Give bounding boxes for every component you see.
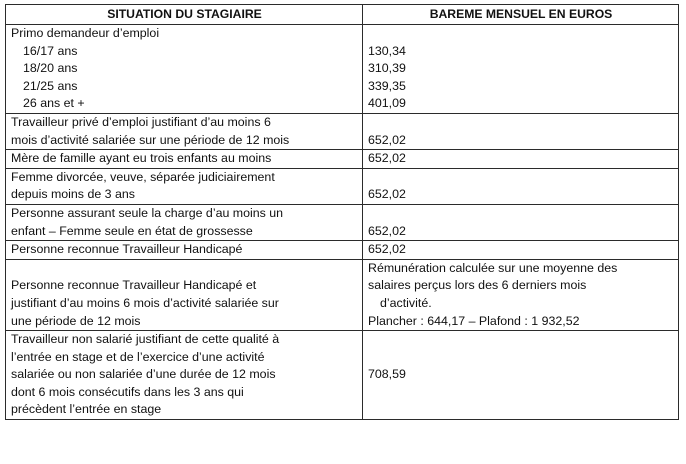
situation-text: Travailleur privé d’emploi justifiant d’au moins 6 (11, 114, 271, 129)
bareme-cell (363, 331, 679, 420)
situation-text: Mère de famille ayant eu trois enfants au moins (11, 151, 272, 166)
bareme-cell (363, 241, 679, 260)
situation-cell (6, 204, 363, 240)
situation-cell (6, 331, 363, 420)
amount-value: 339,35 (368, 78, 406, 93)
situation-text: depuis moins de 3 ans (11, 187, 135, 202)
age-label: 16/17 ans (23, 43, 78, 58)
header-row (6, 5, 679, 25)
situation-text: mois d’activité salariée sur une période de 12 mois (11, 132, 290, 147)
amount-value: 652,02 (368, 242, 406, 257)
situation-text: Femme divorcée, veuve, séparée judiciairement (11, 169, 275, 184)
amount-value: 401,09 (368, 96, 406, 111)
age-label: 26 ans et + (23, 96, 85, 111)
table-row (6, 168, 679, 204)
remuneration-text: d’activité. (380, 295, 432, 310)
bareme-cell (363, 204, 679, 240)
situation-text: salariée ou non salariée d’une durée de 12 mois (11, 367, 276, 382)
bareme-cell (363, 113, 679, 149)
plancher-plafond-text: Plancher : 644,17 – Plafond : 1 932,52 (368, 313, 580, 328)
situation-cell (6, 150, 363, 169)
situation-text: précèdent l’entrée en stage (11, 402, 162, 417)
age-label: 21/25 ans (23, 78, 78, 93)
amount-value: 310,39 (368, 61, 406, 76)
primo-label: Primo demandeur d’emploi (11, 26, 160, 40)
situation-text: justifiant d’au moins 6 mois d’activité salariée sur (11, 295, 279, 310)
situation-cell (6, 113, 363, 149)
bareme-cell (363, 259, 679, 330)
amount-value: 652,02 (368, 151, 406, 166)
situation-cell (6, 259, 363, 330)
situation-cell (6, 25, 363, 114)
situation-text: Personne assurant seule la charge d’au moins un (11, 205, 284, 220)
situation-text: enfant – Femme seule en état de grossesse (11, 223, 253, 238)
header-situation: SITUATION DU STAGIAIRE (6, 5, 363, 25)
amount-value: 708,59 (368, 367, 406, 382)
table-row-primo (6, 25, 679, 114)
bareme-cell (363, 150, 679, 169)
table-row (6, 241, 679, 260)
table-row (6, 259, 679, 330)
remuneration-text: Rémunération calculée sur une moyenne des (368, 260, 618, 275)
table-row (6, 204, 679, 240)
situation-text: Personne reconnue Travailleur Handicapé (11, 242, 243, 257)
remuneration-text: salaires perçus lors des 6 derniers mois (368, 278, 587, 293)
situation-text: une période de 12 mois (11, 313, 141, 328)
header-bareme: BAREME MENSUEL EN EUROS (363, 5, 679, 25)
situation-cell (6, 241, 363, 260)
situation-text: Personne reconnue Travailleur Handicapé et (11, 278, 257, 293)
amount-value: 130,34 (368, 43, 406, 58)
amount-value: 652,02 (368, 132, 406, 147)
amount-value: 652,02 (368, 223, 406, 238)
situation-text: dont 6 mois consécutifs dans les 3 ans qui (11, 384, 244, 399)
situation-text: l’entrée en stage et de l’exercice d’une activité (11, 349, 265, 364)
amount-value: 652,02 (368, 187, 406, 202)
document-page (5, 4, 679, 420)
table-row (6, 331, 679, 420)
table-row (6, 150, 679, 169)
age-label: 18/20 ans (23, 61, 78, 76)
bareme-cell (363, 25, 679, 114)
situation-cell (6, 168, 363, 204)
table-row (6, 113, 679, 149)
situation-text: Travailleur non salarié justifiant de cette qualité à (11, 332, 280, 347)
bareme-cell (363, 168, 679, 204)
bareme-table (5, 4, 679, 420)
